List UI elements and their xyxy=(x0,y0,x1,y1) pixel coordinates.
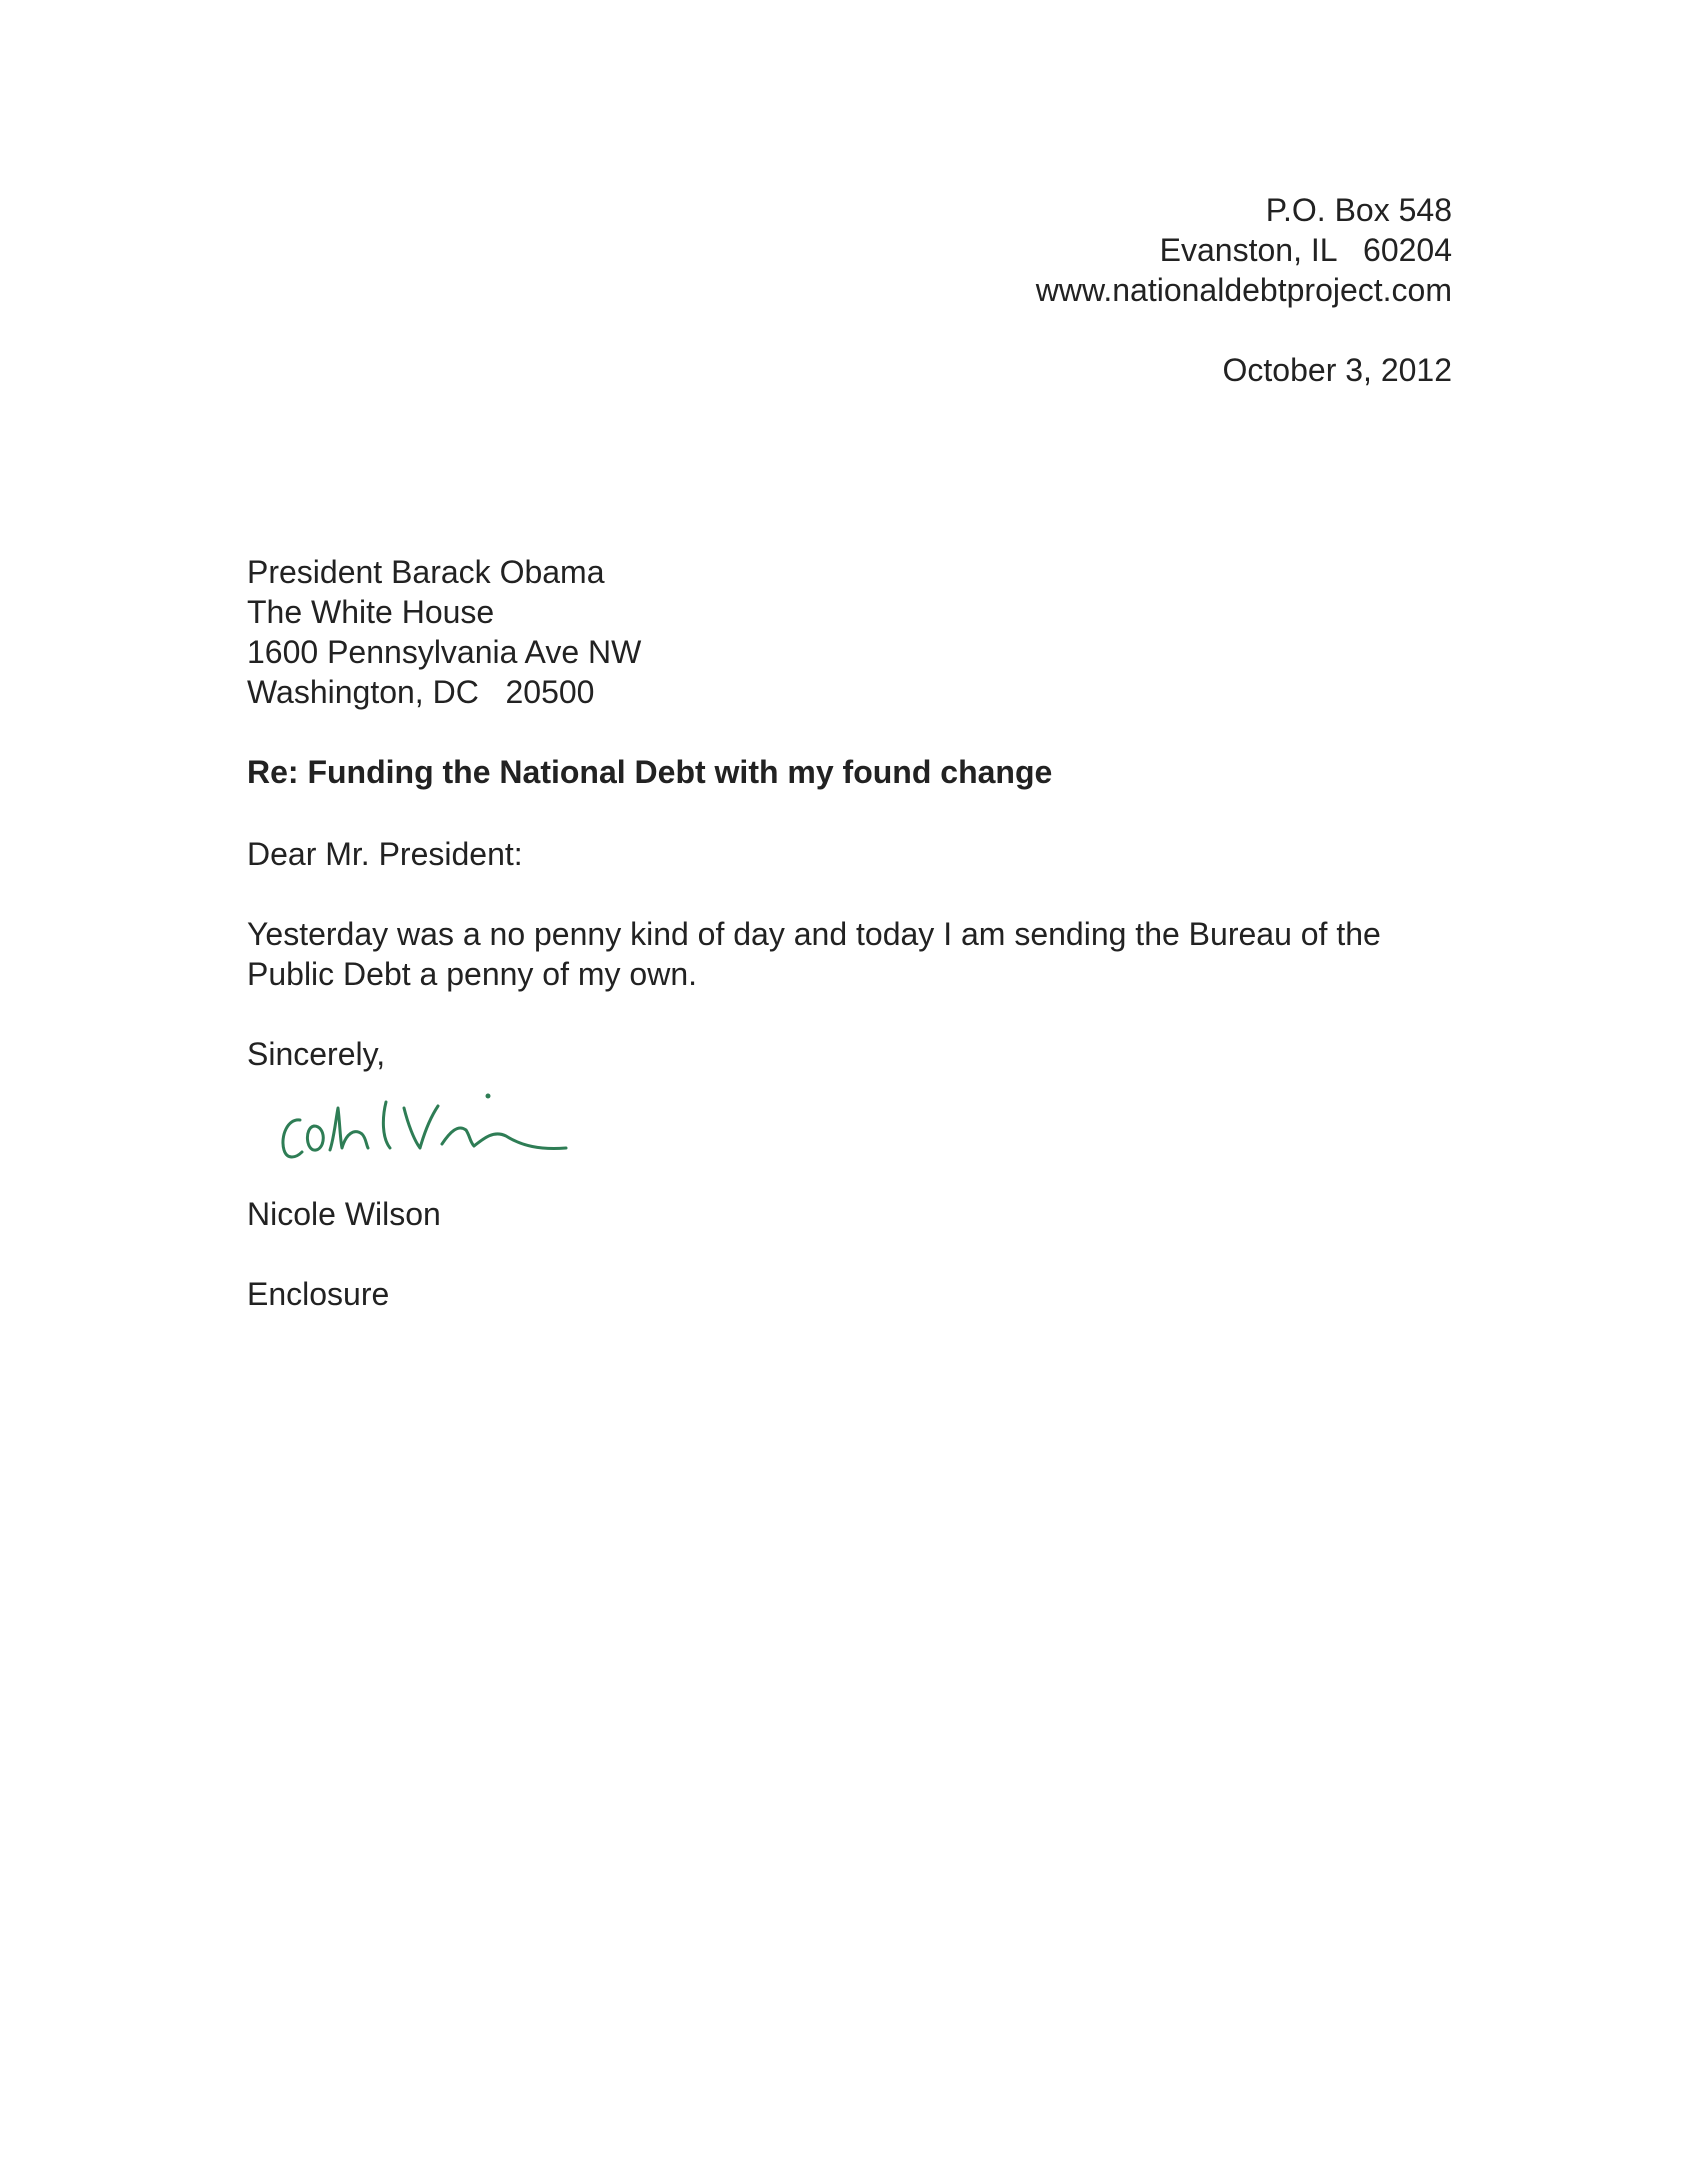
recipient-address xyxy=(247,552,641,712)
recipient-line-3: Washington, DC 20500 xyxy=(247,674,595,710)
recipient-line-1: The White House xyxy=(247,594,495,630)
letter-date: October 3, 2012 xyxy=(1222,352,1452,388)
handwritten-signature xyxy=(270,1068,600,1178)
subject-line: Re: Funding the National Debt with my found change xyxy=(247,754,1053,790)
recipient-line-2: 1600 Pennsylvania Ave NW xyxy=(247,634,642,670)
enclosure-notation: Enclosure xyxy=(247,1276,390,1312)
signer-name: Nicole Wilson xyxy=(247,1196,441,1232)
closing: Sincerely, xyxy=(247,1036,386,1072)
sender-address xyxy=(1036,190,1452,310)
sender-website: www.nationaldebtproject.com xyxy=(1035,272,1452,308)
recipient-name: President Barack Obama xyxy=(247,554,605,590)
salutation: Dear Mr. President: xyxy=(247,836,523,872)
sender-city-state-zip: Evanston, IL 60204 xyxy=(1159,232,1452,268)
letter-body: Yesterday was a no penny kind of day and today I am sending the Bureau of the Public Debt a penny of my own. xyxy=(247,916,1381,992)
sender-po-box: P.O. Box 548 xyxy=(1265,192,1452,228)
